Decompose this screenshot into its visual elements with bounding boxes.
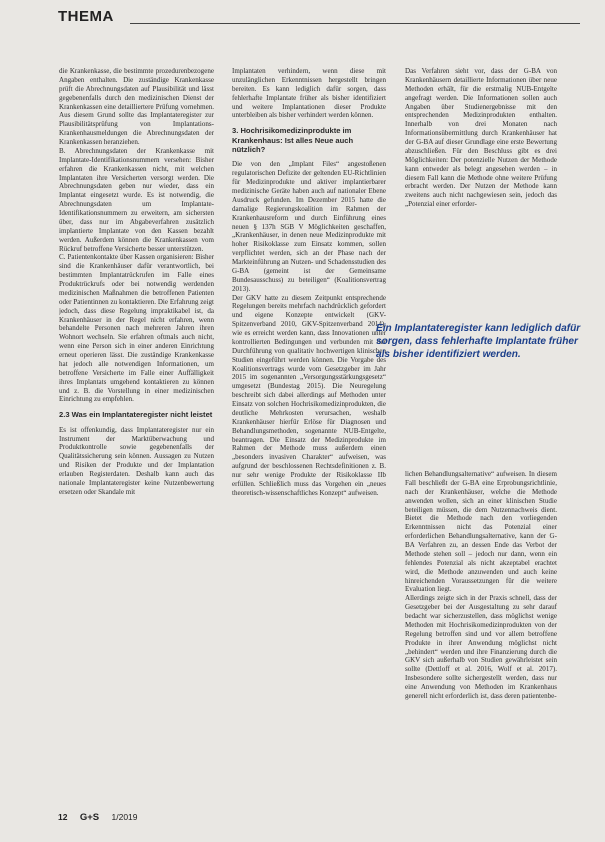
magazine-logo: G+S <box>79 812 100 823</box>
paragraph: Die von den „Implant Files“ angestoßenen regulatorischen Defizite der geltenden EU-Richtlinien für Medizinprodukte und aktiver implantierbarer medizinische Geräte haben auch auf nationaler Ebene Ausdruck gefunden. Im Dezember 2015 hatte die damalige Regierungskoalition im Rahmen der Krankenhausreform und durch Einführung eines neuen § 137h SGB V Möglichkeiten geschaffen, „Krankenhäuser, in denen neue Medizinprodukte mit hoher Risikoklasse zum Einsatz kommen, sollen verpflichtet werden, sich an der Phase nach der Markteinführung an Nutzen- und Schadensstudien des G-BA (gemeint ist der Gemeinsame Bundesausschuss) zu beteiligen“ (Koalitionsvertrag 2013). <box>232 160 386 293</box>
header-rule <box>130 23 580 24</box>
paragraph: Implantaten verhindern, wenn diese mit unzulänglichen Erkenntnissen hergestellt bringen bereiten. Es kann lediglich dafür sorgen, dass fehlerhafte Implantate früher als bisher identifiziert und weitere Implantationen dieser Produkte unterbleiben als bisher verhindert werden können. <box>232 67 386 120</box>
paragraph: C. Patientenkontakte über Kassen organisieren: Bisher sind die Krankenhäuser dafür verantwortlich, bei bestimmten Implantatrückrufen im Falle eines Produktrückrufs oder bei notwendig werdenden medizinischen Maßnahmen die betroffenen Patienten oder Patientinnen zu kontaktieren. Die Erfahrung zeigt jedoch, dass diese Regelung impraktikabel ist, da Krankenhäuser in der Regel nicht erfahren, wenn behandelte Personen nach mehreren Jahren ihren Wohnort wechseln. Sie erfahren oftmals auch nicht, wenn eine Person sich in einer anderen Einrichtung erneut operieren lässt. Die zuständige Krankenkasse hat jedoch alle notwendigen Informationen, um betroffene Versicherte im Falle einer Auffälligkeit ihres Implantats umgehend kontaktieren zu können und z. B. die Vorstellung in einer medizinischen Einrichtung zu empfehlen. <box>59 253 214 404</box>
paragraph: Der GKV hatte zu diesem Zeitpunkt entsprechende Regelungen bereits mehrfach nachdrücklich gefordert und eigene Konzepte entwickelt (GKV-Spitzenverband 2010, GKV-Spitzenverband 2014), wie es erreicht werden kann, dass Innovationen unter kontrollierten Bedingungen und verbunden mit der Durchführung von qualitativ hochwertigen klinischen Studien eingeführt werden können. Die Vorgabe des Koalitionsvertrags wurde vom Gesetzgeber im Jahr 2015 im sogenannten „Versorgungsstärkungsgesetz“ umgesetzt (Bundestag 2015). Die Neuregelung beschreibt sich dabei allerdings auf Methoden unter Einsatz von solchen Hochrisikomedizinprodukten, die deutliche Mehrkosten verursachen, weshalb Krankenhäuser hierfür Erlöse für Diagnosen und Behandlungsmethoden, sogenannte NUB-Entgelte, beantragen. Die Einsatz der Medizinprodukte im Rahmen der Methode muss außerdem einen „besonders invasiven Charakter“ aufweisen, was aufgrund der beschlossenen Rechtsdefinitionen z. B. nur sehr wenige Produkte der Risikoklasse IIb erfüllen. Schließlich muss das Vorgehen ein „neues theoretisch-wissenschaftliches Konzept“ aufweisen. <box>232 293 386 497</box>
column-1 <box>59 67 214 807</box>
column-2 <box>232 67 386 812</box>
paragraph: Allerdings zeigte sich in der Praxis schnell, dass der Gesetzgeber bei der Ausgestaltung zu sehr darauf bedacht war sicherzustellen, dass möglichst wenige Methoden mit Hochrisikomedizinprodukten von der Regelung betroffen sind und vor allem betroffene Produkte in ihrer Anwendung möglichst nicht „behindert“ werden und ihre Finanzierung durch die GKV sich außerhalb von Studien gewährleistet sein sollte (Dettloff et al. 2016, Wolf et al. 2017). Insbesondere sollte sichergestellt werden, dass nur eine Anwendung von Methoden im Krankenhaus generell nicht erforderlich ist, dass deren patientenbe- <box>405 594 557 700</box>
paragraph: lichen Behandlungsalternative“ aufweisen. In diesem Fall beschließt der G-BA eine Erprobungsrichtlinie, nach der Krankenhäuser, welche die Methode anwenden wollen, sich an einer klinischen Studie beteiligen müssen, die dem Nutzennachweis dient. Bietet die Methode nach den vorliegenden Erkenntnissen nicht das Potenzial einer erforderlichen Behandlungsalternative, kann der G-BA Verfahren zu, an dessen Ende das Verbot der Methode stehen soll – jedoch nur dann, wenn ein fehlendes Potenzial als nicht akzeptabel erachtet wird, die Methode anzuwenden und auch keine hinreichenden Voraussetzungen für die weitere Evaluation liegt. <box>405 470 557 594</box>
section-title: THEMA <box>58 8 114 25</box>
page-footer <box>58 812 148 823</box>
paragraph: die Krankenkasse, die bestimmte prozedurenbezogene Angaben enthalten. Die zuständige Krankenkasse prüft die Abrechnungsdaten auf Plausibilität und lässt gegebenenfalls durch den medizinischen Dienst der Krankenkassen eine detailliertere Prüfung vornehmen. Aus diesem Grund sollte das Implantateregister zur Plausibilitätsprüfung von Implantations-Krankenhausmeldungen die Abrechnungsdaten der Krankenkassen heranziehen. <box>59 67 214 146</box>
pull-quote: Ein Implantateregister kann lediglich dafür sorgen, dass fehlerhafte Implantate früher als bisher identifiziert werden. <box>376 323 581 360</box>
issue-number: 1/2019 <box>111 812 138 822</box>
column-3-top <box>405 67 557 307</box>
paragraph: B. Abrechnungsdaten der Krankenkasse mit Implantate-Identifikationsnummern versehen: Bisher erfahren die Krankenkassen nicht, mit welchen Implantaten ihre Versicherten versorgt werden. Die Abrechnungsdaten geben nur wieder, dass ein Implantat eingesetzt wurde. Es ist notwendig, die Abrechnungsdaten um Implantate-Identifikationsnummern zu erweitern, am sichersten über, dass nur im Abgabeverfahren zusätzlich implantierte Implantate von den Kassen bezahlt werden. Außerdem können die Krankenkassen vom Rückruf betroffene Versicherte besser unterstützen. <box>59 146 214 253</box>
section-heading: 2.3 Was ein Implantateregister nicht leistet <box>59 410 213 420</box>
page-number: 12 <box>58 812 68 822</box>
paragraph: Das Verfahren sieht vor, dass der G-BA von Krankenhäusern detaillierte Informationen über neue Methoden erhält, für die erstmalig NUB-Entgelte angefragt werden. Die Informationen sollen auch Angaben über Studienergebnisse mit den entsprechenden Medizinprodukten enthalten. Innerhalb von drei Monaten nach Informationsübermittlung durch Krankenhäuser hat der G-BA auf dieser Grundlage eine erste Bewertung abzuschließen. Für den Beschluss gibt es drei Möglichkeiten: Der potenzielle Nutzen der Methode kann entweder als belegt angesehen werden – in diesem Fall kann die Methode ohne weitere Prüfung erbracht werden. Der Nutzen der Methode kann zweitens auch nicht nachgewiesen sein, jedoch das „Potenzial einer erforder- <box>405 67 557 209</box>
column-3-bottom <box>405 470 557 814</box>
paragraph: Es ist offenkundig, dass Implantateregister nur ein Instrument der Marktüberwachung und Produktkontrolle sowie gegebenenfalls der Qualitätssicherung sein können. Aussagen zu Nutzen und Risiken der Produkte und der Implantation erlauben Registerdaten. Deshalb kann auch das nationale Implantateregister keine Nutzenbewertung ersetzen oder Skandale mit <box>59 425 214 496</box>
section-heading: 3. Hochrisikomedizinprodukte im Krankenhaus: Ist alles Neue auch nützlich? <box>232 126 354 155</box>
